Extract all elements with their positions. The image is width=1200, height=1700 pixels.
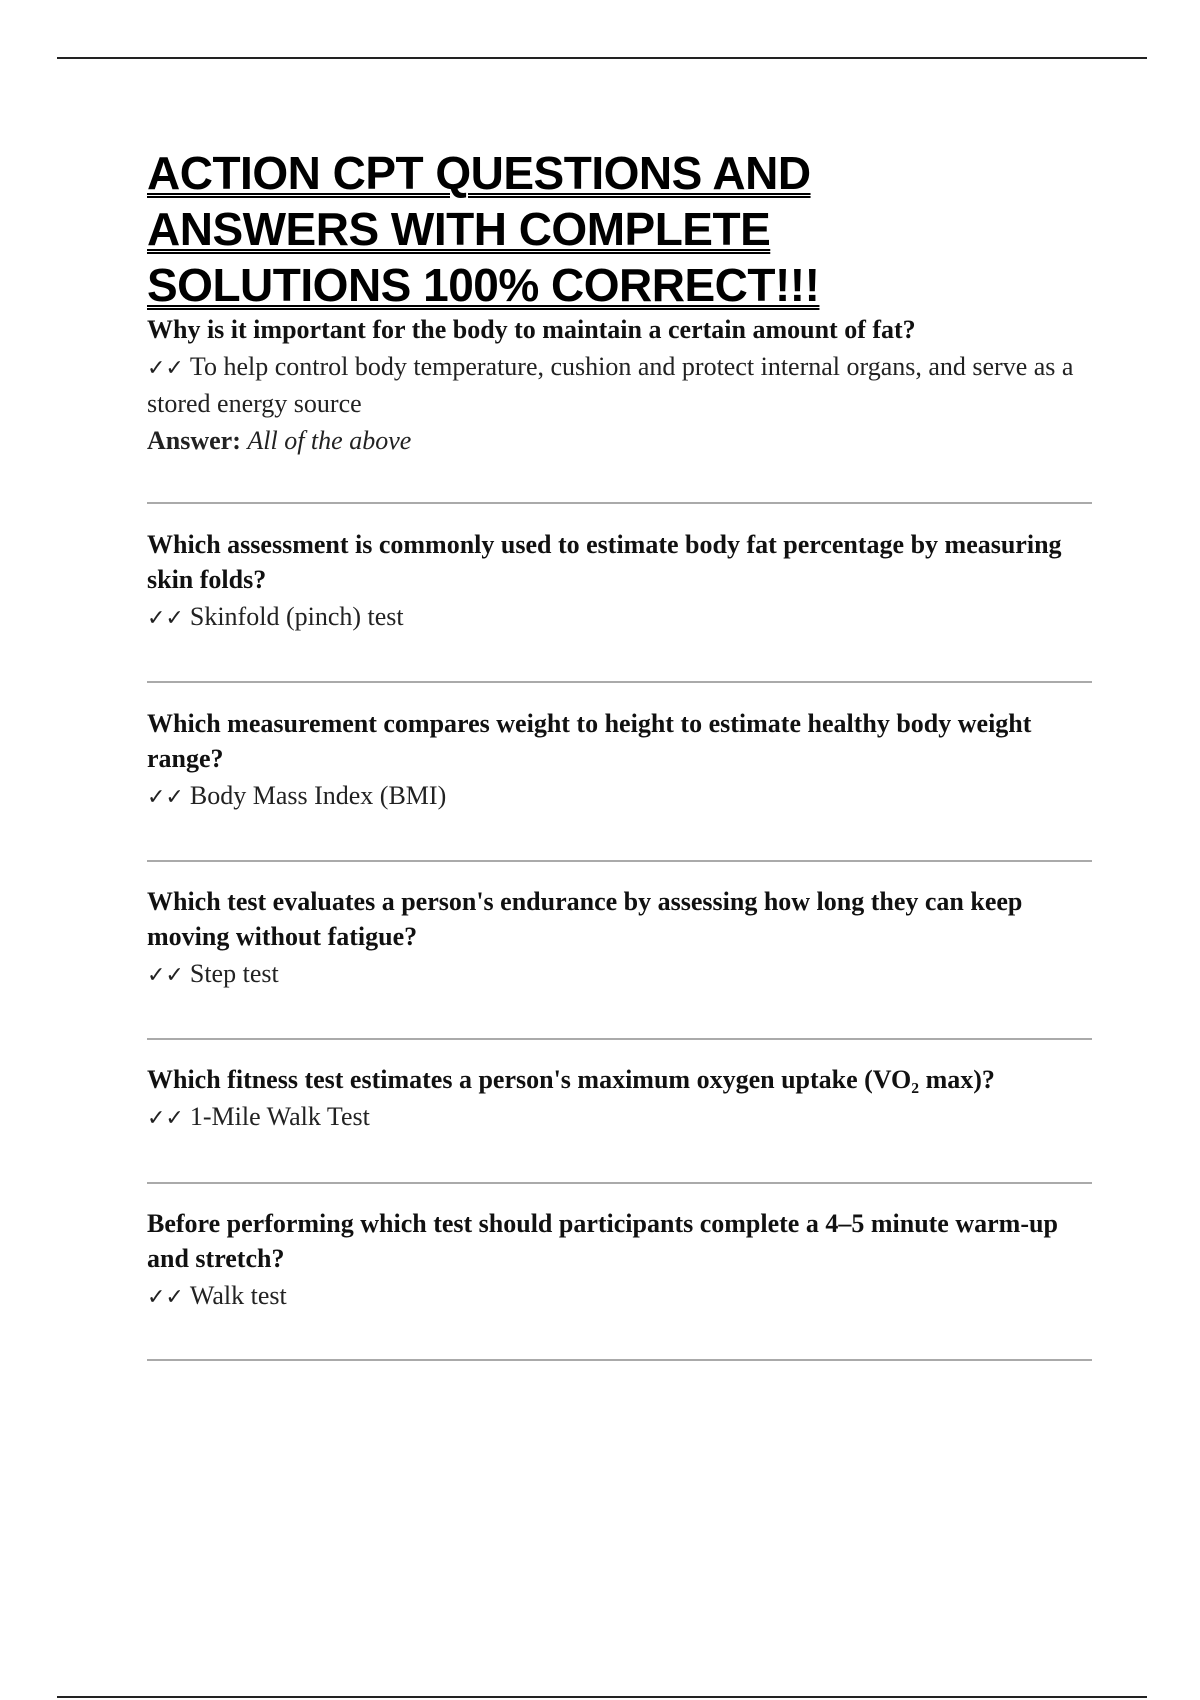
qa-item xyxy=(147,884,1092,993)
qa-item xyxy=(147,1062,1092,1136)
title-line: ACTION CPT QUESTIONS AND xyxy=(147,147,811,199)
question: Which measurement compares weight to height to estimate healthy body weight range? xyxy=(147,709,1032,773)
answer-text: Step test xyxy=(189,959,279,988)
double-check-icon: ✓✓ xyxy=(147,1285,184,1310)
answer-text: 1-Mile Walk Test xyxy=(189,1102,370,1131)
answer-value: All of the above xyxy=(247,426,412,455)
answer xyxy=(147,349,1092,421)
answer xyxy=(147,778,1092,815)
answer xyxy=(147,956,1092,993)
header-rule xyxy=(57,57,1147,59)
separator xyxy=(147,1182,1092,1184)
title-line: ANSWERS WITH COMPLETE xyxy=(147,203,771,255)
double-check-icon: ✓✓ xyxy=(147,606,184,631)
double-check-icon: ✓✓ xyxy=(147,963,184,988)
question: Which assessment is commonly used to estimate body fat percentage by measuring skin folds? xyxy=(147,530,1062,594)
question: Why is it important for the body to maintain a certain amount of fat? xyxy=(147,315,916,344)
double-check-icon: ✓✓ xyxy=(147,1106,184,1131)
question: Which test evaluates a person's endurance by assessing how long they can keep moving without fatigue? xyxy=(147,887,1023,951)
title-line: SOLUTIONS 100% CORRECT!!! xyxy=(147,259,820,311)
separator xyxy=(147,860,1092,862)
question: Before performing which test should participants complete a 4–5 minute warm-up and stretch? xyxy=(147,1209,1058,1273)
separator xyxy=(147,1038,1092,1040)
answer-label: Answer: xyxy=(147,426,241,455)
separator xyxy=(147,1359,1092,1361)
answer-text: To help control body temperature, cushion and protect internal organs, and serve as a stored energy source xyxy=(147,352,1074,418)
separator xyxy=(147,681,1092,683)
qa-item xyxy=(147,1206,1092,1315)
qa-item xyxy=(147,527,1092,636)
answer-text: Body Mass Index (BMI) xyxy=(189,781,447,810)
question: Which fitness test estimates a person's maximum oxygen uptake (VO₂ max)? xyxy=(147,1065,995,1094)
qa-item xyxy=(147,312,1092,458)
answer-text: Skinfold (pinch) test xyxy=(189,602,404,631)
answer-line xyxy=(147,423,1092,458)
separator xyxy=(147,502,1092,504)
double-check-icon: ✓✓ xyxy=(147,785,184,810)
footer-rule xyxy=(57,1696,1147,1698)
answer xyxy=(147,599,1092,636)
qa-item xyxy=(147,706,1092,815)
answer xyxy=(147,1099,1092,1136)
double-check-icon: ✓✓ xyxy=(147,356,184,381)
answer-text: Walk test xyxy=(189,1281,287,1310)
document-title xyxy=(147,145,1107,313)
answer xyxy=(147,1278,1092,1315)
